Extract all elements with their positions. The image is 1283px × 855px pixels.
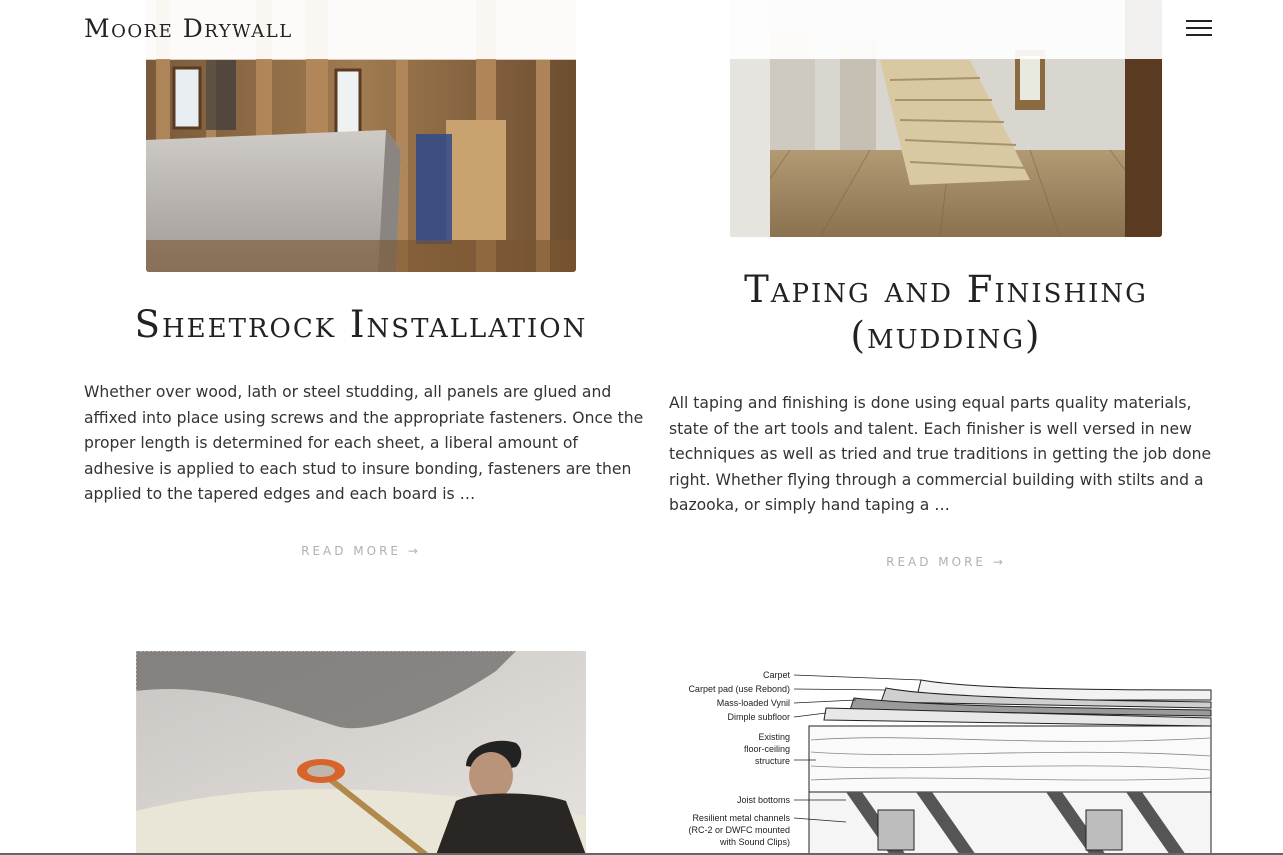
diagram-label-subfloor: Dimple subfloor — [727, 712, 790, 722]
read-more-link-sheetrock[interactable]: READ MORE → — [301, 544, 421, 558]
diagram-label-channels-3: with Sound Clips) — [719, 837, 790, 847]
floor-assembly-diagram[interactable] — [666, 660, 1216, 855]
diagram-label-structure-3: structure — [754, 756, 790, 766]
diagram-label-channels-1: Resilient metal channels — [692, 813, 790, 823]
read-more-link-taping[interactable]: READ MORE → — [886, 555, 1006, 569]
post-excerpt-taping: All taping and finishing is done using equal parts quality materials, state of the art tools and talent. Each finisher is well versed in new techniques as well as tried and true traditions in getting the job done right. Whether flying through a commercial building with stilts and a bazooka, or simply hand taping a … — [669, 394, 1212, 514]
ceiling-sanding-image[interactable] — [136, 651, 586, 855]
hamburger-menu-icon[interactable] — [1186, 18, 1212, 38]
diagram-label-carpet-pad: Carpet pad (use Rebond) — [688, 684, 790, 694]
site-header — [0, 0, 1283, 59]
diagram-label-joist: Joist bottoms — [736, 795, 790, 805]
site-brand[interactable]: Moore Drywall — [84, 14, 293, 43]
post-title-taping[interactable]: Taping and Finishing (mudding) — [744, 268, 1148, 357]
diagram-label-mlv: Mass-loaded Vynil — [716, 698, 790, 708]
diagram-label-channels-2: (RC-2 or DWFC mounted — [688, 825, 790, 835]
post-excerpt-sheetrock: Whether over wood, lath or steel studding, all panels are glued and affixed into place using screws and the appropriate fasteners. Once the proper length is determined for each sheet, a liberal amount of adhesive is applied to each stud to insure bonding, fasteners are then applied to the tapered edges and each board is … — [84, 383, 644, 503]
diagram-label-structure-2: floor-ceiling — [743, 744, 790, 754]
diagram-label-carpet: Carpet — [762, 670, 790, 680]
post-title-sheetrock[interactable]: Sheetrock Installation — [134, 303, 588, 346]
diagram-label-structure-1: Existing — [758, 732, 790, 742]
